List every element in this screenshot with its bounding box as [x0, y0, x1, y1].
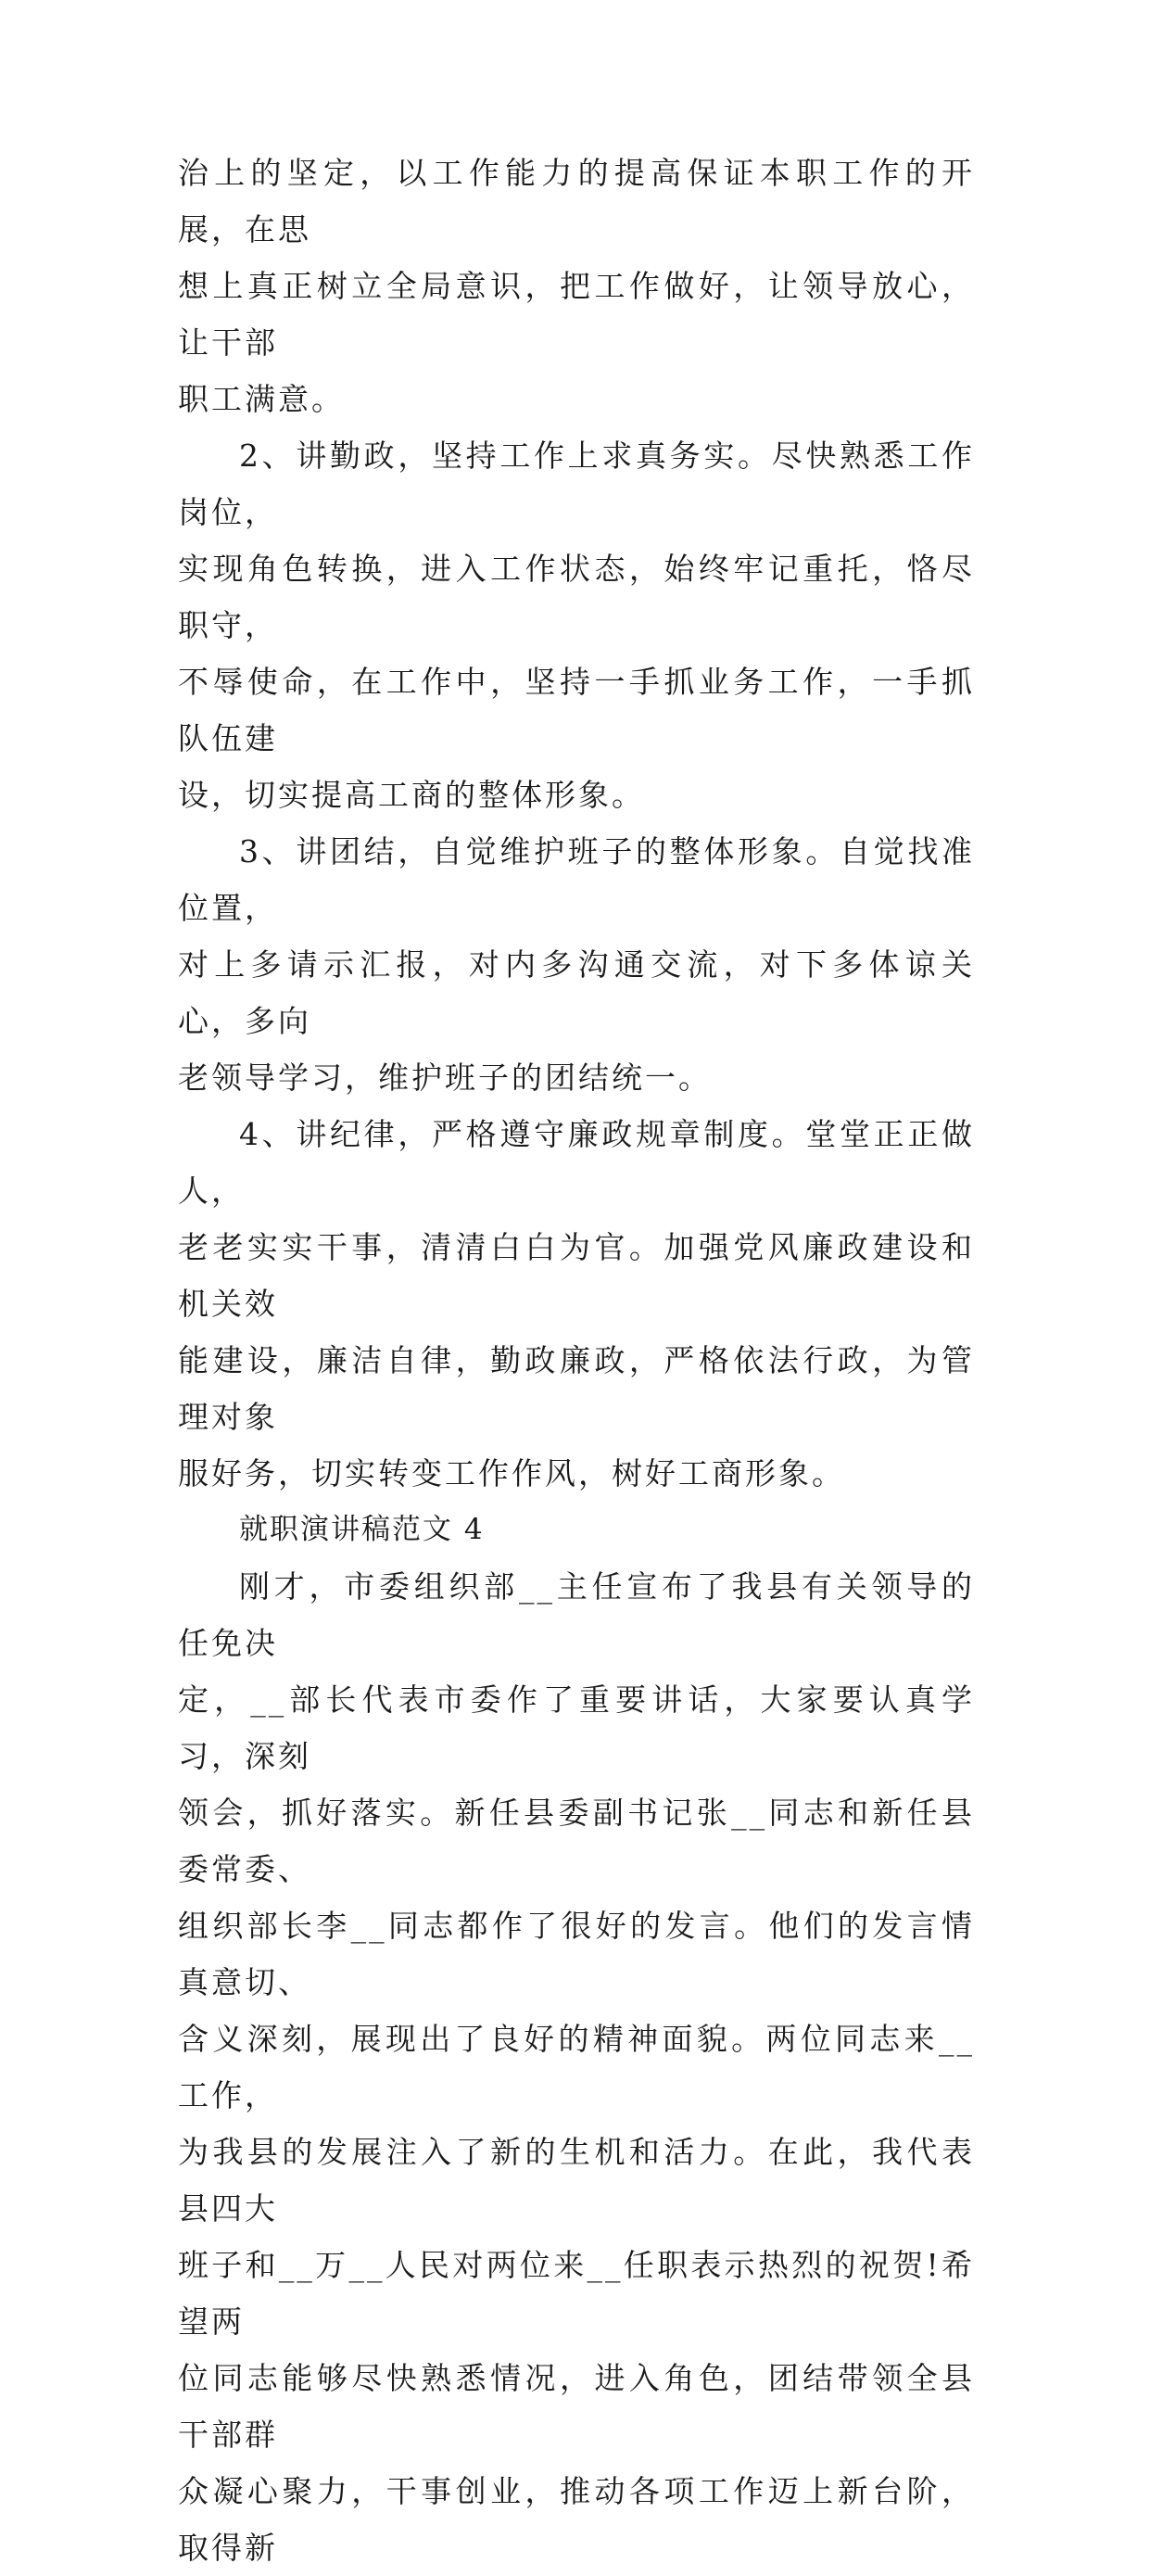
- text-line: 定，__部长代表市委作了重要讲话，大家要认真学习，深刻: [178, 1681, 975, 1774]
- paragraph-item-3: [178, 823, 975, 1106]
- text-line: 对上多请示汇报，对内多沟通交流，对下多体谅关心，多向: [178, 946, 975, 1039]
- text-line: 服好务，切实转变工作作风，树好工商形象。: [178, 1455, 845, 1491]
- text-line: 老老实实干事，清清白白为官。加强党风廉政建设和机关效: [178, 1229, 975, 1322]
- text-line: 3、讲团结，自觉维护班子的整体形象。自觉找准位置，: [178, 833, 975, 926]
- text-line: 领会，抓好落实。新任县委副书记张__同志和新任县委常委、: [178, 1795, 975, 1887]
- text-line: 位同志能够尽快熟悉情况，进入角色，团结带领全县干部群: [178, 2360, 975, 2453]
- text-line: 班子和__万__人民对两位来__任职表示热烈的祝贺!希望两: [178, 2247, 975, 2340]
- text-line: 实现角色转换，进入工作状态，始终牢记重托，恪尽职守，: [178, 551, 975, 643]
- text-line: 不辱使命，在工作中，坚持一手抓业务工作，一手抓队伍建: [178, 664, 975, 756]
- text-line: 4、讲纪律，严格遵守廉政规章制度。堂堂正正做人，: [178, 1116, 975, 1209]
- section-heading: 就职演讲稿范文 4: [239, 1513, 485, 1546]
- text-line: 刚才，市委组织部__主任宣布了我县有关领导的任免决: [178, 1568, 975, 1661]
- text-line: 能建设，廉洁自律，勤政廉政，严格依法行政，为管理对象: [178, 1342, 975, 1435]
- text-line: 想上真正树立全局意识，把工作做好，让领导放心，让干部: [178, 268, 975, 361]
- paragraph-item-4: [178, 1106, 975, 1502]
- paragraph-continued: [178, 145, 975, 427]
- text-line: 职工满意。: [178, 381, 345, 417]
- text-line: 众凝心聚力，干事创业，推动各项工作迈上新台阶，取得新: [178, 2473, 975, 2566]
- text-line: 组织部长李__同志都作了很好的发言。他们的发言情真意切、: [178, 1908, 975, 2000]
- paragraph-item-2: [178, 427, 975, 823]
- text-line: 含义深刻，展现出了良好的精神面貌。两位同志来__工作，: [178, 2021, 975, 2113]
- text-line: 为我县的发展注入了新的生机和活力。在此，我代表县四大: [178, 2134, 975, 2227]
- paragraph-speech: [178, 1558, 975, 2576]
- text-line: 老领导学习，维护班子的团结统一。: [178, 1060, 712, 1096]
- text-line: 2、讲勤政，坚持工作上求真务实。尽快熟悉工作岗位，: [178, 438, 975, 530]
- document-body: [178, 145, 975, 2576]
- text-line: 治上的坚定，以工作能力的提高保证本职工作的开展，在思: [178, 155, 975, 247]
- text-line: 设，切实提高工商的整体形象。: [178, 777, 645, 813]
